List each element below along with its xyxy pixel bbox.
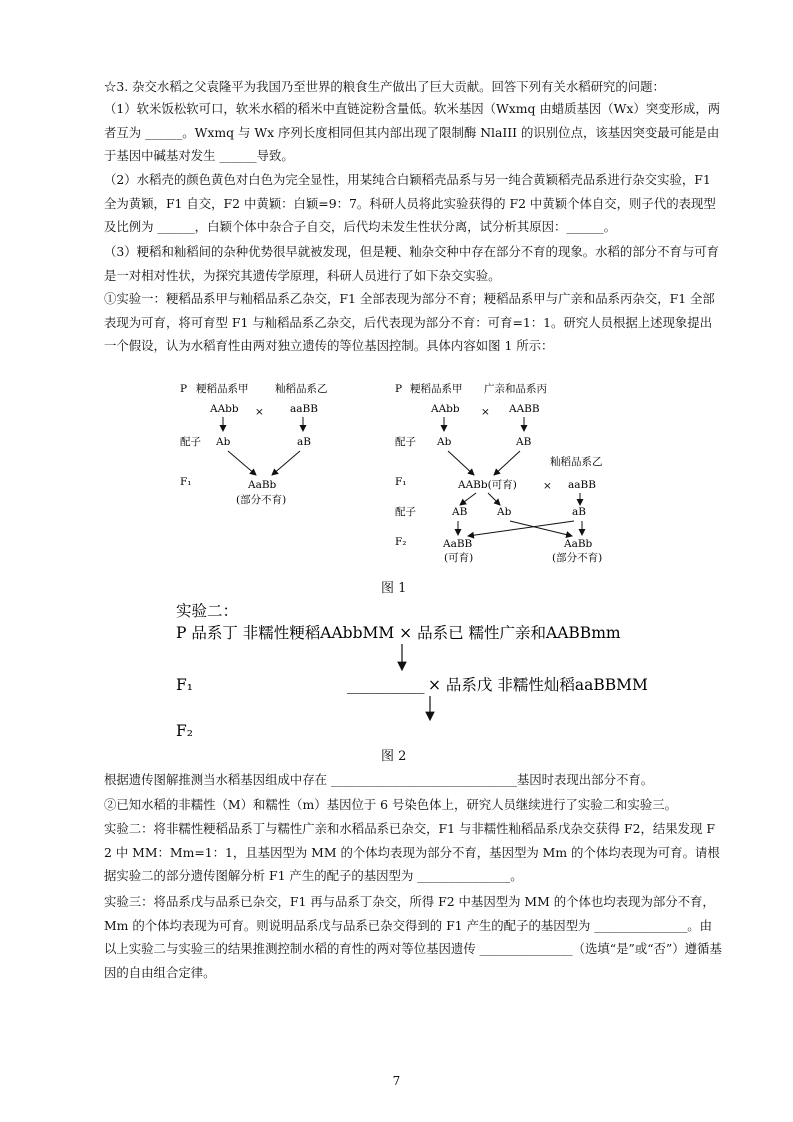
question-part3: （3）粳稻和籼稻间的杂种优势很早就被发现，但是粳、籼杂交种中存在部分不育的现象。水稻的部分不育与可育是一对相对性状，为探究其遗传学原理，科研人员进行了如下杂交实验。 <box>104 244 720 283</box>
right-arrow-6 <box>488 493 500 505</box>
question-intro: ☆3. 杂交水稻之父袁隆平为我国乃至世界的粮食生产做出了巨大贡献。回答下列有关水稻研究的问题： <box>104 79 665 94</box>
right-f2-label: F₂ <box>395 536 407 548</box>
left-parent1: 粳稻品系甲 <box>196 383 249 395</box>
right-f2-pheno2: (部分不育) <box>552 552 603 564</box>
figure1-right-cross <box>395 382 603 564</box>
figure2-title: 实验二： <box>176 602 239 620</box>
figure1-left-cross <box>180 382 328 506</box>
left-gamete1: Ab <box>216 436 231 448</box>
left-arrow-3 <box>228 451 256 475</box>
figure2-p-line: P 品系丁 非糯性粳稻AAbbMM × 品系已 糯性广亲和AABBmm <box>176 624 621 642</box>
right-f2-geno1: AaBB <box>443 538 473 550</box>
page-number: 7 <box>392 1074 401 1088</box>
left-parent2: 籼稻品系乙 <box>275 383 328 395</box>
right-parent1: 粳稻品系甲 <box>410 383 463 395</box>
question-part2: （2）水稻壳的颜色黄色对白色为完全显性，用某纯合白颖稻壳品系与另一纯合黄颖稻壳品系进行杂交实验，F1 全为黄颖，F1 自交，F2 中黄颖：白颖=9：7。科研人员将此实验获得的 F2 中黄颖个体自交，则子代的表现型及比例为 ______，白颖个体中杂合子自交，后代均未发生性状分离，试分析其原因：______。 <box>104 172 716 234</box>
left-f1-geno: AaBb <box>248 479 277 491</box>
experiment3-text: 实验三：将品系戊与品系已杂交，F1 再与品系丁杂交，所得 F2 中基因型为 MM 的个体也均表现为部分不育，Mm 的个体均表现为可育。则说明品系戊与品系已杂交得到的 F1 产生的配子的基因型为 _______________。由以上实验二与实验三的结果推测控制水稻的育性的两对等位基因遗传 _______________（选填“是”或“否”）遵循基因的自由组合定律。 <box>104 894 722 980</box>
right-parent2: 广亲和品系丙 <box>484 383 547 395</box>
figure2-caption: 图 2 <box>381 749 407 764</box>
right-gamete1: Ab <box>437 436 452 448</box>
right-f1-geno: AABb(可育) <box>458 479 517 491</box>
left-geno1: AAbb <box>210 403 239 415</box>
right-arrow-4 <box>494 451 520 475</box>
right-gamete-label2: 配子 <box>395 506 416 518</box>
figure1-caption: 图 1 <box>381 581 407 596</box>
left-geno2: aaBB <box>290 403 318 415</box>
left-arrow-4 <box>272 451 300 475</box>
left-f1-label: F₁ <box>180 476 192 488</box>
right-gamete-label: 配子 <box>395 436 416 448</box>
left-f1-pheno: (部分不育) <box>236 494 287 506</box>
right-gamete-ab2: Ab <box>497 506 512 518</box>
right-geno1: AAbb <box>431 403 460 415</box>
question-part1: （1）软米饭松软可口，软米水稻的稻米中直链淀粉含量低。软米基因（Wxmq 由蜡质基因（Wx）突变形成，两者互为 ______。Wxmq 与 Wx 序列长度相同但其内部出现了限制酶 NlaIII 的识别位点，该基因突变最可能是由于基因中碱基对发生 ______导致。 <box>104 101 721 163</box>
left-gamete-label: 配子 <box>180 436 201 448</box>
after-figure-text: 根据遗传图解推测当水稻基因组成中存在 ______________________________基因时表现出部分不育。 <box>104 772 654 787</box>
right-geno3: aaBB <box>568 479 596 491</box>
experiment2-text: 实验二：将非糯性粳稻品系丁与糯性广亲和水稻品系已杂交，F1 与非糯性籼稻品系戊杂交获得 F2，结果发现 F2 中 MM：Mm=1：1，且基因型为 MM 的个体均表现为部分不育，基因型为 Mm 的个体均表现为可育。请根据实验二的部分遗传图解分析 F1 产生的配子的基因型为 _______________。 <box>104 821 720 883</box>
right-cross-symbol: × <box>481 406 490 418</box>
right-arrow-3 <box>448 451 474 475</box>
figure2-diagram <box>0 598 793 748</box>
left-p-label: P <box>180 383 188 395</box>
right-f2-geno2: AaBb <box>564 538 593 550</box>
figure2-f2-label: F₂ <box>176 722 193 740</box>
right-gamete2: AB <box>516 436 532 448</box>
right-cross2-symbol: × <box>543 480 552 492</box>
figure2-f1-blank: __________ <box>347 676 425 694</box>
figure2-f1-cross: × 品系戊 非糯性灿稻aaBBMM <box>428 676 648 694</box>
left-gamete2: aB <box>297 436 311 448</box>
figure2-f1-label: F₁ <box>176 676 193 694</box>
right-f2-pheno1: (可育) <box>444 552 474 564</box>
experiment2-intro: ②已知水稻的非糯性（M）和糯性（m）基因位于 6 号染色体上，研究人员继续进行了实验二和实验三。 <box>104 797 677 812</box>
right-p-label: P <box>395 383 403 395</box>
right-arrow-5 <box>460 493 476 505</box>
right-parent3: 籼稻品系乙 <box>550 456 603 468</box>
right-geno2: AABB <box>509 403 540 415</box>
right-gamete-ab3: aB <box>572 506 586 518</box>
right-gamete-ab1: AB <box>452 506 468 518</box>
right-f1-label: F₁ <box>395 476 407 488</box>
experiment1-text: ①实验一：粳稻品系甲与籼稻品系乙杂交，F1 全部表现为部分不育；粳稻品系甲与广亲和品系丙杂交，F1 全部表现为可育，将可育型 F1 与籼稻品系乙杂交，后代表现为部分不育：可育=1：1。研究人员根据上述现象提出一个假设，认为水稻育性由两对独立遗传的等位基因控制。具体内容如图 1 所示： <box>104 291 715 353</box>
figure1-diagram <box>0 375 793 575</box>
left-cross-symbol: × <box>255 406 264 418</box>
